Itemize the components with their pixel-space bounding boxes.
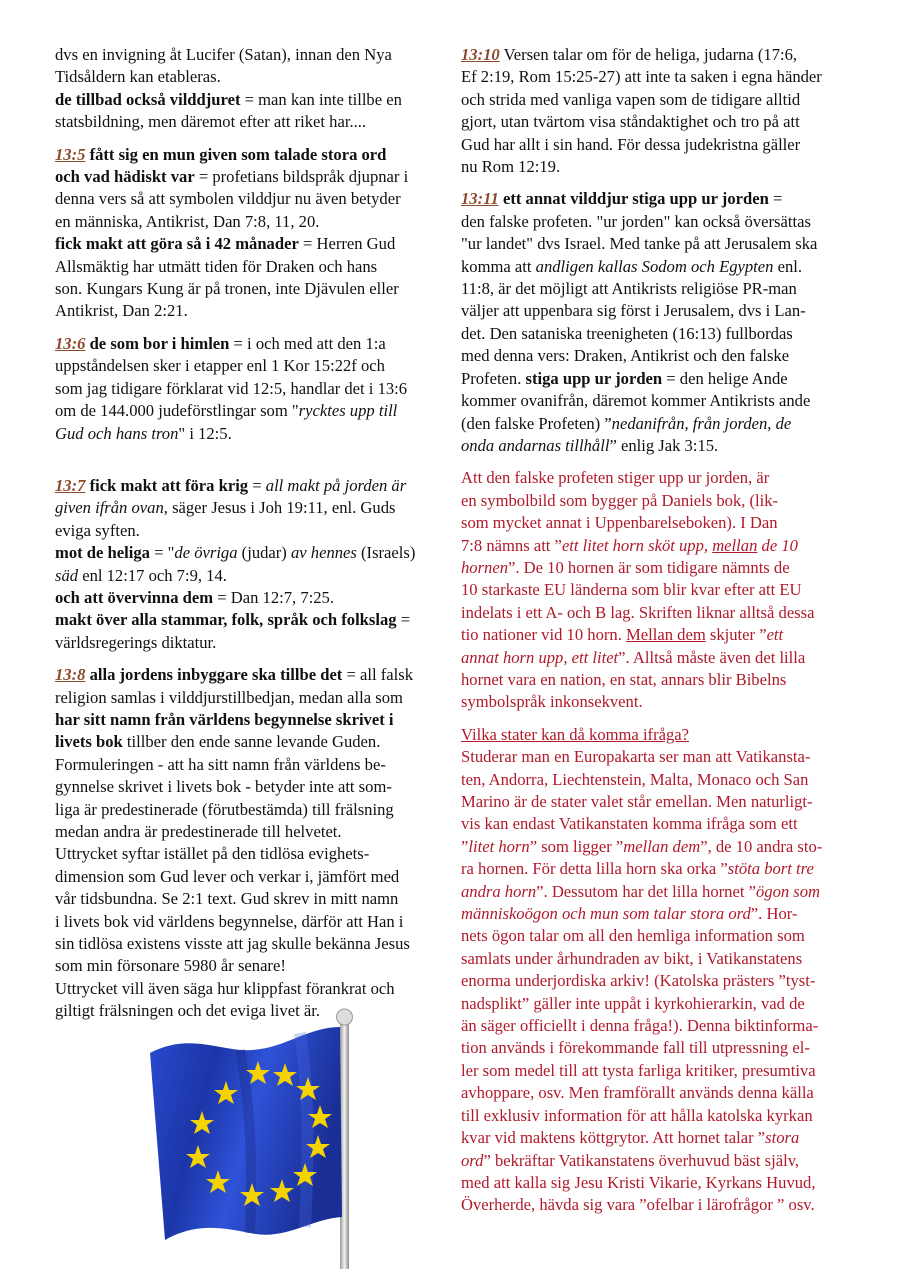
paragraph-13-6 <box>55 333 443 445</box>
text-line: 13:10 Versen talar om för de heliga, judarna (17:6, <box>461 45 798 64</box>
text-line: Ef 2:19, Rom 15:25-27) att inte ta saken i egna händer <box>461 67 822 87</box>
spacer <box>55 455 443 475</box>
text-line: samlats under århundraden av bikt, i Vatikanstatens <box>461 948 803 968</box>
text-line: 11:8, är det möjligt att Antikrists religiöse PR-man <box>461 279 797 299</box>
text-line: uppståndelsen sker i etapper enl 1 Kor 15:22f och <box>55 356 385 376</box>
text-line: andra horn”. Dessutom har det lilla hornet ”ögon som <box>461 881 821 901</box>
text-line: 10 starkaste EU länderna som blir kvar efter att EU <box>461 580 802 600</box>
text-line: Studerar man en Europakarta ser man att Vatikansta- <box>461 747 811 767</box>
right-column <box>461 44 847 1227</box>
text-line: har sitt namn från världens begynnelse skrivet i <box>55 709 394 729</box>
text-line: dvs en invigning åt Lucifer (Satan), innan den Nya <box>55 45 392 64</box>
text-line: ra hornen. För detta lilla horn ska orka ”stöta bort tre <box>461 859 814 879</box>
text-line: "ur landet" dvs Israel. Med tanke på att Jerusalem ska <box>461 234 818 254</box>
text-line: gynnelse skrivet i livets bok - betyder inte att som- <box>55 777 392 797</box>
text-line: (den falske Profeten) ”nedanifrån, från jorden, de <box>461 413 792 433</box>
text-line: än säger officiellt i denna fråga!). Denna biktinforma- <box>461 1016 819 1036</box>
text-line: avhoppare, osv. Men framförallt används denna källa <box>461 1083 814 1103</box>
text-line: i livets bok vid världens begynnelse, därför att Han i <box>55 911 404 931</box>
text-line: liga är predestinerade (förutbestämda) till frälsning <box>55 799 394 819</box>
text-line: indelats i ett A- och B lag. Skriften liknar alltså dessa <box>461 602 815 622</box>
text-line: 13:5 fått sig en mun given som talade stora ord <box>55 144 387 164</box>
text-line: världsregerings diktatur. <box>55 632 217 652</box>
text-line: given ifrån ovan, säger Jesus i Joh 19:11, enl. Guds <box>55 498 396 518</box>
verse-ref: 13:5 <box>55 144 86 164</box>
text-line: mot de heliga = "de övriga (judar) av hennes (Israels) <box>55 543 416 563</box>
text-line: en symbolbild som bygger på Daniels bok, (lik- <box>461 490 779 510</box>
text-line: ”litet horn” som ligger ”mellan dem”, de 10 andra sto- <box>461 836 823 856</box>
bold-phrase: de tillbad också vilddjuret <box>55 89 241 109</box>
text-line: det. Den sataniska treenigheten (16:13) fullbordas <box>461 323 793 343</box>
paragraph-left-1 <box>55 44 443 134</box>
text-line: vis kan endast Vatikanstaten komma ifråga som ett <box>461 814 798 834</box>
text-line: eviga syften. <box>55 520 140 540</box>
text-line: den falske profeten. "ur jorden" kan också översättas <box>461 211 811 231</box>
text-line: 13:6 de som bor i himlen = i och med att den 1:a <box>55 333 386 353</box>
text-line: makt över alla stammar, folk, språk och folkslag = <box>55 610 411 630</box>
text-line: Formuleringen - att ha sitt namn från världens be- <box>55 754 386 774</box>
text-line: som mycket annat i Uppenbarelseboken). I Dan <box>461 513 778 533</box>
text-line: människoögon och mun som talar stora ord”. Hor- <box>461 904 798 924</box>
text-line: som jag tidigare förklarat vid 12:5, handlar det i 13:6 <box>55 378 408 398</box>
text-line: kommer ovanifrån, däremot kommer Antikrists ande <box>461 391 811 411</box>
text-line: Antikrist, Dan 2:21. <box>55 301 188 321</box>
text-line: Marino är de stater valet står emellan. Men naturligt- <box>461 792 813 811</box>
paragraph-13-10 <box>461 44 847 178</box>
pole-finial <box>337 1009 353 1025</box>
eu-flag-icon <box>140 1005 410 1270</box>
text-line: nadsplikt” gäller inte uppåt i kyrkohierarkin, vad de <box>461 993 805 1013</box>
text-line: denna vers så att symbolen vilddjur nu även betyder <box>55 189 401 209</box>
text-line: gjort, utan tvärtom visa ståndaktighet och tro på att <box>461 112 800 132</box>
text-line: Överherde, hävda sig vara ”ofelbar i lärofrågor ” osv. <box>461 1195 815 1215</box>
left-column <box>55 44 443 1033</box>
paragraph-13-5 <box>55 144 443 323</box>
text-line: symbolspråk inkonsekvent. <box>461 692 643 712</box>
text-line: Tidsåldern kan etableras. <box>55 67 221 87</box>
text-line: kvar vid maktens köttgrytor. Att hornet talar ”stora <box>461 1128 800 1148</box>
text-line: livets bok tillber den ende sanne levande Guden. <box>55 732 381 752</box>
text-line: medan andra är predestinerade till helvetet. <box>55 822 342 841</box>
text-line: en människa, Antikrist, Dan 7:8, 11, 20. <box>55 211 320 231</box>
text-line: hornen”. De 10 hornen är som tidigare nämnts de <box>461 557 790 577</box>
text-line: nets ögon talar om all den hemliga information som <box>461 926 805 946</box>
section-heading: Vilka stater kan då komma ifråga? <box>461 724 689 744</box>
verse-ref: 13:11 <box>461 189 499 209</box>
text-line: 13:11 ett annat vilddjur stiga upp ur jorden = <box>461 189 783 209</box>
text-line: son. Kungars Kung är på tronen, inte Djävulen eller <box>55 279 399 299</box>
text-line: och strida med vanliga vapen som de tidigare alltid <box>461 89 801 109</box>
text-line: komma att andligen kallas Sodom och Egypten enl. <box>461 256 803 276</box>
text-line: som min försonare 5980 år senare! <box>55 956 286 976</box>
text-line: Att den falske profeten stiger upp ur jorden, är <box>461 468 770 488</box>
text-line: säd enl 12:17 och 7:9, 14. <box>55 565 227 585</box>
text-line: och att övervinna dem = Dan 12:7, 7:25. <box>55 587 334 607</box>
text-line: statsbildning, men däremot efter att riket har.... <box>55 112 367 132</box>
text-line: med att kalla sig Jesu Kristi Vikarie, Kyrkans Huvud, <box>461 1172 816 1192</box>
text-line: de tillbad också vilddjuret = man kan inte tillbe en <box>55 89 402 109</box>
text-line: sin tidlösa existens visste att jag skulle bekänna Jesus <box>55 934 410 954</box>
verse-ref: 13:6 <box>55 333 86 353</box>
text-line: ten, Andorra, Liechtenstein, Malta, Monaco och San <box>461 769 809 789</box>
text-line: vår tidsbundna. Se 2:1 text. Gud skrev in mitt namn <box>55 889 399 909</box>
paragraph-13-8 <box>55 664 443 1023</box>
text-line: dimension som Gud lever och verkar i, jämfört med <box>55 866 400 886</box>
verse-ref: 13:7 <box>55 475 86 495</box>
text-line: hornet vara en nation, en stat, annars blir Bibelns <box>461 669 787 689</box>
verse-ref: 13:8 <box>55 665 86 685</box>
verse-ref: 13:10 <box>461 45 500 64</box>
text-line: till exklusiv information för att hålla katolska kyrkan <box>461 1105 813 1125</box>
paragraph-13-7 <box>55 475 443 654</box>
text-line: Uttrycket syftar istället på den tidlösa evighets- <box>55 844 370 864</box>
text-line: enorma underjordiska arkiv! (Katolska prästers ”tyst- <box>461 971 816 991</box>
flag-pole <box>340 1019 349 1269</box>
text-line: ord” bekräftar Vatikanstatens överhuvud bäst själv, <box>461 1150 800 1170</box>
text-line: fick makt att göra så i 42 månader = Herren Gud <box>55 234 396 254</box>
text-line: tion används i förekommande fall till utpressning el- <box>461 1038 810 1058</box>
text-line: religion samlas i vilddjurstillbedjan, medan alla som <box>55 687 403 707</box>
text-line: nu Rom 12:19. <box>461 157 561 177</box>
paragraph-vatican <box>461 724 847 1217</box>
text-line: med denna vers: Draken, Antikrist och den falske <box>461 346 790 366</box>
text-line: Profeten. stiga upp ur jorden = den helige Ande <box>461 368 788 388</box>
text-line: annat horn upp, ett litet”. Alltså måste även det lilla <box>461 647 806 667</box>
text-line: Allsmäktig har utmätt tiden för Draken och hans <box>55 256 378 276</box>
text-line: onda andarnas tillhåll” enlig Jak 3:15. <box>461 435 719 455</box>
text-line: 13:8 alla jordens inbyggare ska tillbe det = all falsk <box>55 665 413 685</box>
paragraph-daniel <box>461 467 847 713</box>
text-line: om de 144.000 judeförstlingar som "rycktes upp till <box>55 401 398 421</box>
text-line: Gud har allt i sin hand. För dessa judekristna gäller <box>461 134 801 154</box>
eu-flag-illustration <box>140 1005 410 1270</box>
text-line: 7:8 nämns att ”ett litet horn sköt upp, mellan de 10 <box>461 535 798 555</box>
text-line: tio nationer vid 10 horn. Mellan dem skjuter ”ett <box>461 625 784 645</box>
paragraph-13-11 <box>461 188 847 457</box>
text-line: ler som medel till att tysta farliga kritiker, presumtiva <box>461 1060 816 1080</box>
text-line: 13:7 fick makt att föra krig = all makt på jorden är <box>55 475 407 495</box>
text-line: Uttrycket vill även säga hur klippfast förankrat och <box>55 978 395 998</box>
text-line: och vad hädiskt var = profetians bildspråk djupnar i <box>55 167 409 187</box>
text-line: Gud och hans tron" i 12:5. <box>55 423 232 443</box>
text-line: giltigt frälsningen och det eviga livet är. <box>55 1001 320 1021</box>
text-line: väljer att uppenbara sig först i Jerusalem, dvs i Lan- <box>461 301 806 321</box>
